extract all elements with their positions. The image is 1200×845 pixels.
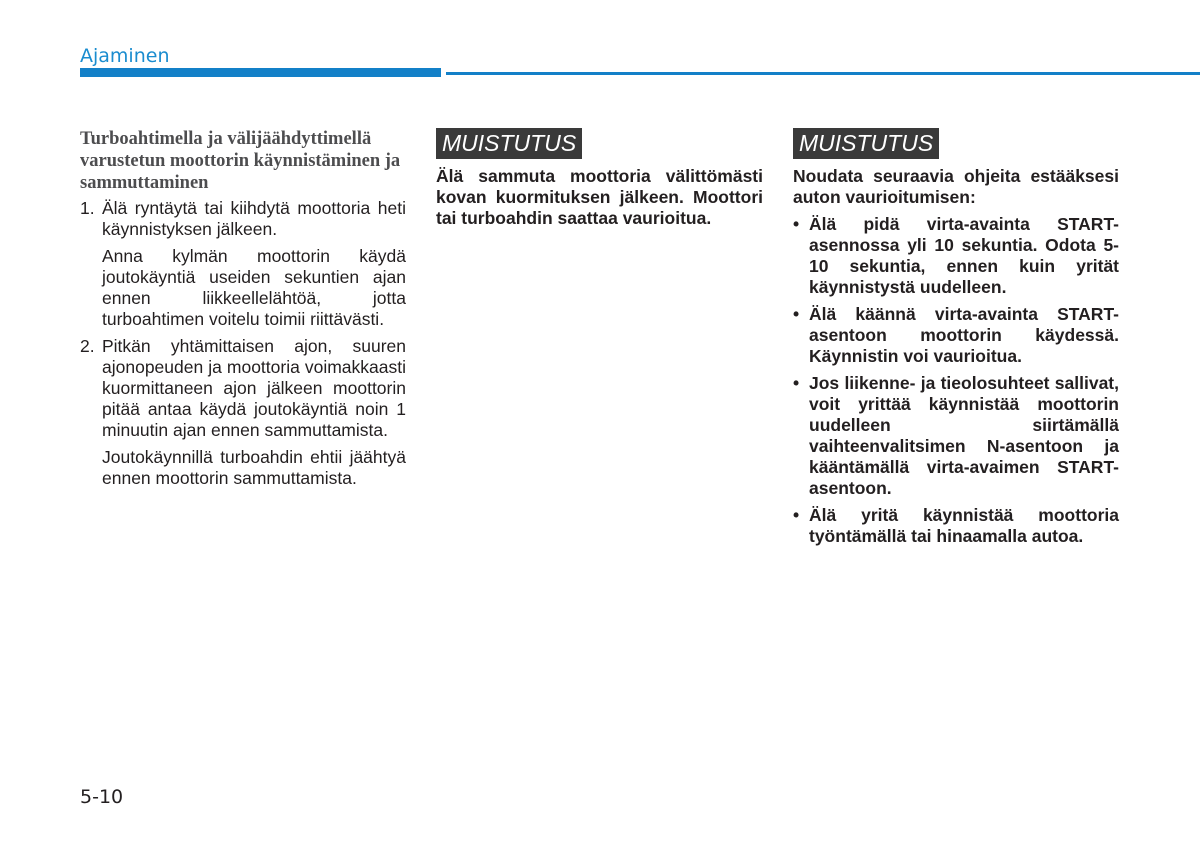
bullet-text: Älä yritä käynnistää moottoria työntämällä tai hinaamalla autoa. [809, 505, 1119, 546]
step-paragraph: Pitkän yhtämittaisen ajon, suuren ajonopeuden ja moottoria voimakkaasti kuormittaneen ajon jälkeen moottorin pitää antaa käydä joutokäyntiä noin 1 minuutin ajan ennen sammuttamista. [102, 336, 406, 440]
step-number: 1. [80, 198, 95, 218]
bullet-item [793, 304, 1119, 367]
step-item [80, 198, 406, 330]
steps-list [80, 198, 406, 489]
notice-badge: MUISTUTUS [793, 128, 939, 159]
bullet-icon: • [793, 373, 800, 393]
bullet-item [793, 373, 1119, 499]
notice-bullet-list [793, 214, 1119, 547]
step-item [80, 336, 406, 489]
right-column [793, 128, 1119, 553]
notice-text: Älä sammuta moottoria välittömästi kovan kuormituksen jälkeen. Moottori tai turboahdin saattaa vaurioitua. [436, 166, 763, 228]
step-paragraph: Älä ryntäytä tai kiihdytä moottoria heti käynnistyksen jälkeen. [102, 198, 406, 239]
section-subheading: Turboahtimella ja välijäähdyttimellä varustetun moottorin käynnistäminen ja sammuttaminen [80, 129, 401, 193]
notice-badge: MUISTUTUS [436, 128, 582, 159]
notice-badge-wrap [436, 128, 763, 159]
bullet-text: Älä käännä virta-avainta START-asentoon moottorin käydessä. Käynnistin voi vaurioitua. [809, 304, 1119, 366]
bullet-text: Älä pidä virta-avainta START-asennossa yli 10 sekuntia. Odota 5-10 sekuntia, ennen kuin yrität käynnistystä uudelleen. [809, 214, 1119, 297]
step-paragraph: Joutokäynnillä turboahdin ehtii jäähtyä ennen moottorin sammuttamista. [102, 447, 406, 488]
header-rule-thin [446, 72, 1200, 75]
step-paragraph: Anna kylmän moottorin käydä joutokäyntiä useiden sekuntien ajan ennen liikkeellelähtöä, jotta turboahtimen voitelu toimii riittävästi. [102, 246, 406, 329]
page-number: 5-10 [80, 786, 124, 808]
bullet-item [793, 214, 1119, 298]
bullet-item [793, 505, 1119, 547]
bullet-icon: • [793, 214, 800, 234]
section-title: Ajaminen [80, 45, 170, 67]
notice-badge-wrap [793, 128, 1119, 159]
middle-column [436, 128, 763, 229]
bullet-text: Jos liikenne- ja tieolosuhteet sallivat, voit yrittää käynnistää moottorin uudelleen siirtämällä vaihteenvalitsimen N-asentoon ja kääntämällä virta-avaimen START-asentoon. [809, 373, 1119, 498]
header-rule-thick [80, 68, 441, 77]
step-number: 2. [80, 336, 95, 356]
left-column [80, 128, 406, 495]
notice-intro: Noudata seuraavia ohjeita estääksesi auton vaurioitumisen: [793, 166, 1119, 207]
bullet-icon: • [793, 304, 800, 324]
bullet-icon: • [793, 505, 800, 525]
